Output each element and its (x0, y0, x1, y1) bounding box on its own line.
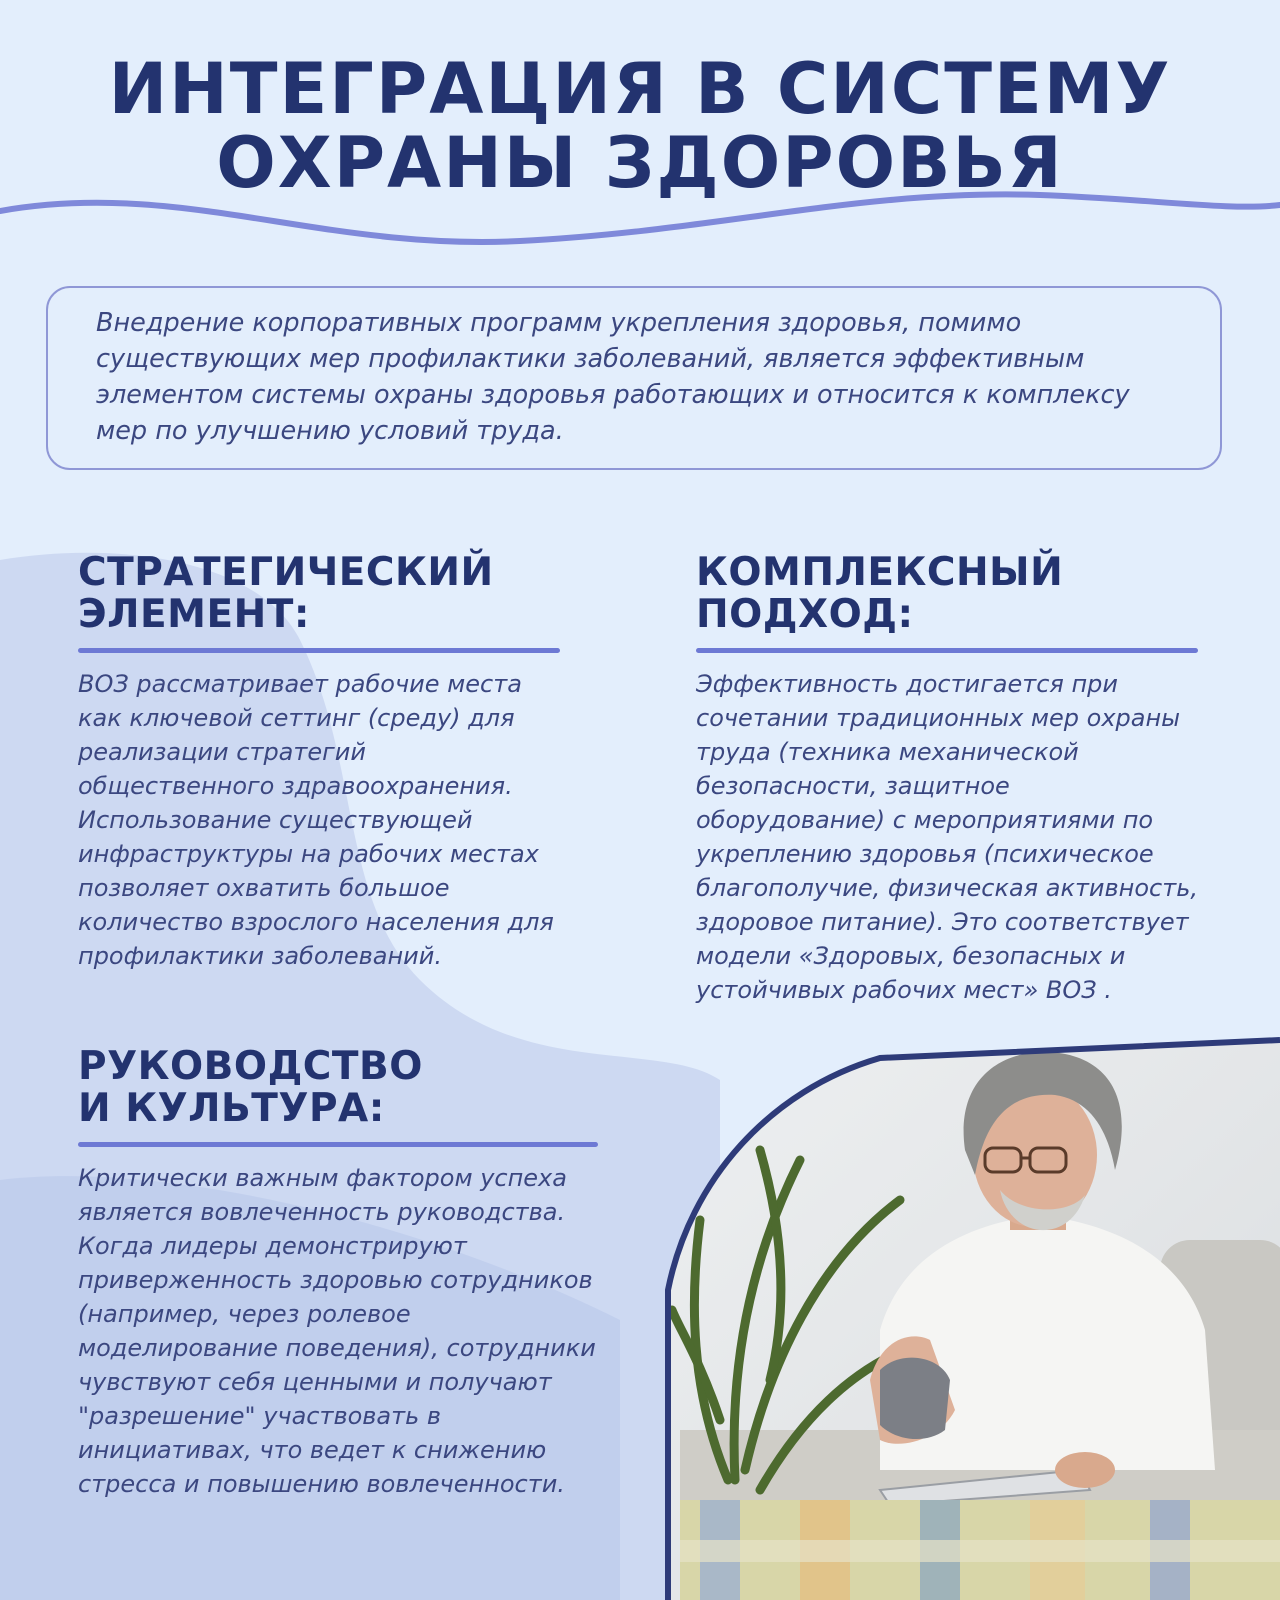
section-heading (78, 1046, 598, 1130)
section-heading (78, 552, 560, 636)
section-text: Эффективность достигается при сочетании традиционных мер охраны труда (техника механической безопасности, защитное оборудование) с мероприятиями по укреплению здоровья (психическое благополучие, физическая активность, здоровое питание). Это соответствует модели «Здоровых, безопасных и устойчивых рабочих мест» ВОЗ . (696, 670, 1198, 1004)
section-heading-line-1: КОМПЛЕКСНЫЙ (696, 550, 1064, 595)
section-divider (78, 1142, 598, 1147)
page-title-line-1: ИНТЕГРАЦИЯ В СИСТЕМУ (108, 48, 1172, 130)
intro-box (46, 286, 1222, 470)
section-leadership-culture (78, 1046, 598, 1501)
section-complex-approach (696, 552, 1198, 1007)
section-text: ВОЗ рассматривает рабочие места как ключевой сеттинг (среду) для реализации стратегий общественного здравоохранения. Использование существующей инфраструктуры на рабочих местах позволяет охватить большое количество взрослого населения для профилактики заболеваний. (78, 670, 554, 970)
section-heading-line-1: СТРАТЕГИЧЕСКИЙ (78, 550, 494, 595)
section-heading-line-2: ПОДХОД: (696, 592, 914, 637)
section-heading-line-2: ЭЛЕМЕНТ: (78, 592, 310, 637)
page-title-line-2: ОХРАНЫ ЗДОРОВЬЯ (216, 122, 1064, 204)
section-heading (696, 552, 1198, 636)
section-text: Критически важным фактором успеха является вовлеченность руководства. Когда лидеры демонстрируют приверженность здоровью сотрудников (например, через ролевое моделирование поведения), сотрудники чувствуют себя ценными и получают "разрешение" участвовать в инициативах, что ведет к снижению стресса и повышению вовлеченности. (78, 1164, 596, 1498)
section-divider (78, 648, 560, 653)
intro-text: Внедрение корпоративных программ укрепления здоровья, помимо существующих мер профилактики заболеваний, является эффективным элементом системы охраны здоровья работающих и относится к комплексу мер по улучшению условий труда. (96, 308, 1130, 446)
section-heading-line-1: РУКОВОДСТВО (78, 1044, 423, 1089)
page-title (0, 48, 1280, 204)
section-strategic-element (78, 552, 560, 973)
section-divider (696, 648, 1198, 653)
section-heading-line-2: И КУЛЬТУРА: (78, 1086, 385, 1131)
